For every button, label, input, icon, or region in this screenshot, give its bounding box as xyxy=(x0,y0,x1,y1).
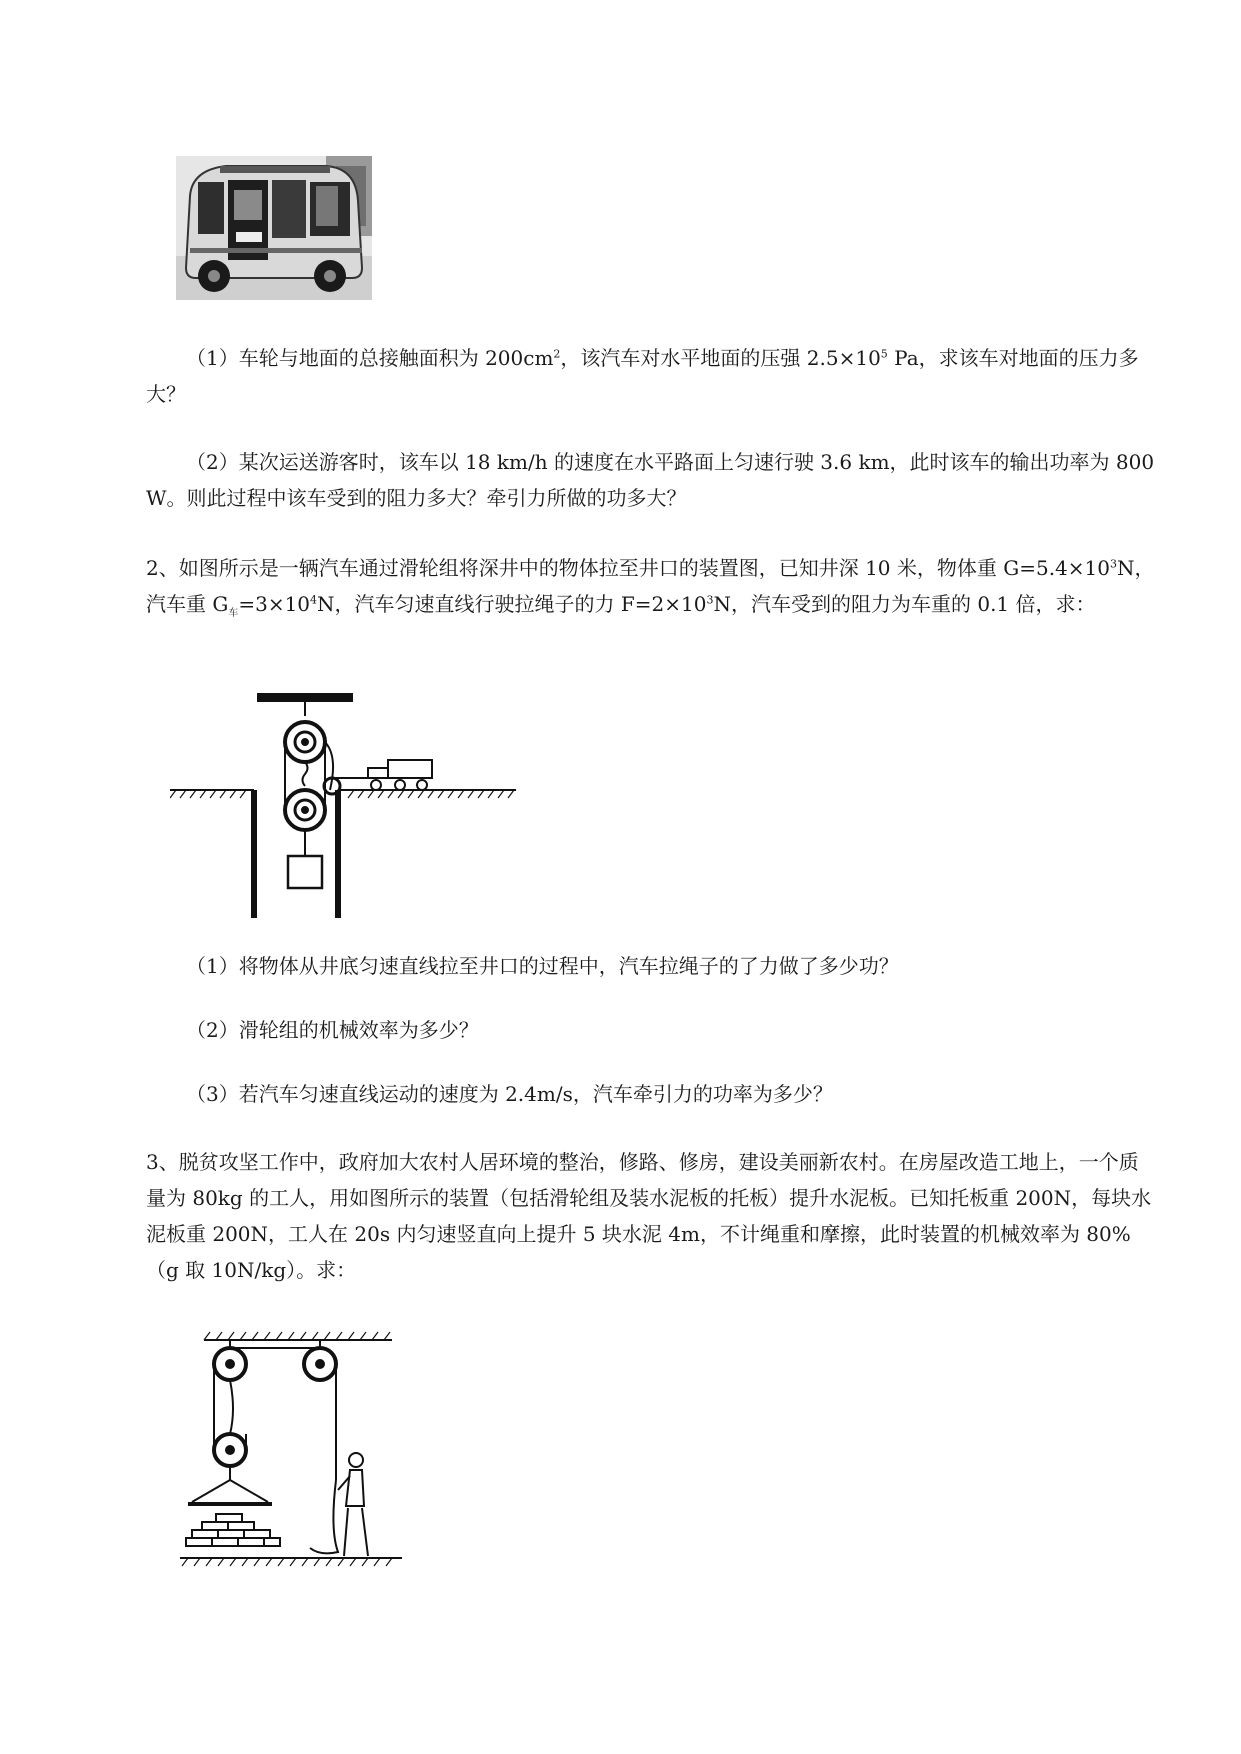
q2-part-3: （3）若汽车匀速直线运动的速度为 2.4m/s，汽车牵引力的功率为多少？ xyxy=(186,1082,833,1106)
well-pulley-truck-diagram xyxy=(170,690,520,920)
q2-part-1: （1）将物体从井底匀速直线拉至井口的过程中，汽车拉绳子的了力做了多少功？ xyxy=(186,954,899,978)
worker-pulley-cement-diagram xyxy=(180,1330,410,1570)
q2-part-2: （2）滑轮组的机械效率为多少？ xyxy=(186,1018,479,1042)
q2-intro: 2、如图所示是一辆汽车通过滑轮组将深井中的物体拉至井口的装置图，已知井深 10 米，物体重 $G=5.4\times 10^3N$，汽车重 $G_车=3\times 10^4N$，汽车匀速直线行驶拉绳子的力 $F=2\times 10^3N$，汽车受到的阻力为车重的 0.1 倍，求： xyxy=(146,556,1155,619)
q3-intro: 3、脱贫攻坚工作中，政府加大农村人居环境的整治，修路、修房，建设美丽新农村。在房屋改造工地上，一个质量为 80kg 的工人，用如图所示的装置（包括滑轮组及装水泥板的托板）提升水泥板。已知托板重 200N，每块水泥板重 200N，工人在 20s 内匀速竖直向上提升 5 块水泥 4m，不计绳重和摩擦，此时装置的机械效率为 80%（g 取 10N/kg）。求： xyxy=(146,1150,1152,1282)
q1-part-2: （2）某次运送游客时，该车以 18 km/h 的速度在水平路面上匀速行驶 3.6 km，此时该车的输出功率为 800 W。则此过程中该车受到的阻力多大？牵引力所做的功多大？ xyxy=(146,450,1155,510)
minibus-photo xyxy=(176,156,372,300)
q1-part-1: （1）车轮与地面的总接触面积为 $200cm^2$，该汽车对水平地面的压强 $2.5\times 10^5$ Pa，求该车对地面的压力多大？ xyxy=(146,346,1139,406)
